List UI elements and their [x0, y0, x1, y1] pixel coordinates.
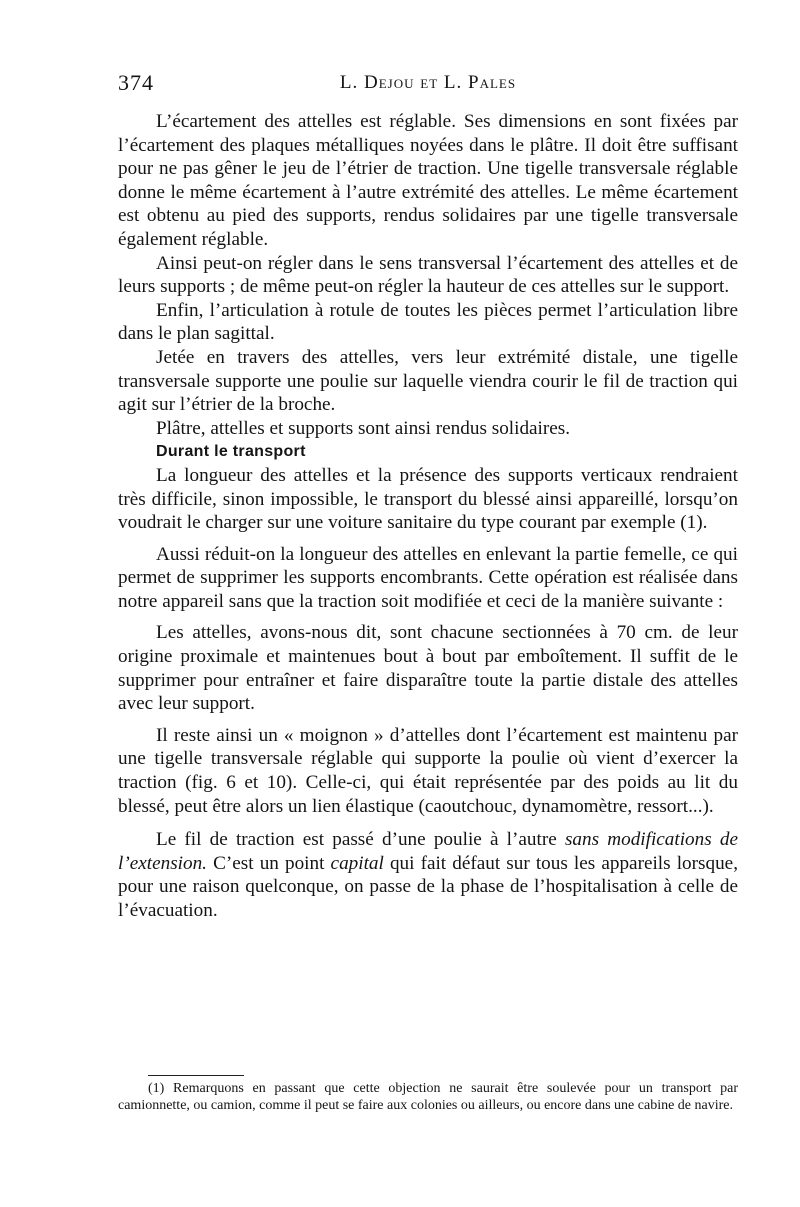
text-span: Le fil de traction est passé d’une poulie à l’autre: [156, 829, 565, 851]
paragraph: La longueur des attelles et la présence des supports verticaux rendraient très difficile, sinon impossible, le transport du blessé ainsi appareillé, lorsqu’on voudrait le charger sur une voiture sanitaire du type courant par exemple (1).: [118, 464, 738, 534]
footnote: [118, 1080, 738, 1114]
paragraph: Il reste ainsi un « moignon » d’attelles dont l’écartement est maintenu par une tigelle transversale réglable qui supporte la poulie où vient d’exercer la traction (fig. 6 et 10). Celle-ci, qui était représentée par des poids au lit du blessé, peut être alors un lien élastique (caoutchouc, dynamomètre, ressort...).: [118, 724, 738, 817]
main-text: [118, 110, 738, 923]
page-header: [118, 70, 738, 102]
italic-span: sans modifications de l’extension.: [118, 829, 738, 874]
text-span: qui fait défaut sur tous les appareils lorsque, pour une raison quelconque, on passe de la phase de l’hospitalisation à celle de l’évacuation.: [118, 852, 738, 921]
paragraph: Enfin, l’articulation à rotule de toutes les pièces permet l’articulation libre dans le plan sagittal.: [118, 299, 738, 345]
paragraph-last: [118, 828, 738, 922]
footnote-rule: [148, 1075, 244, 1076]
text-span: C’est un point: [206, 852, 331, 874]
paragraph: Aussi réduit-on la longueur des attelles en enlevant la partie femelle, ce qui permet de supprimer les supports encombrants. Cette opération est réalisée dans notre appareil sans que la traction soit modifiée et ceci de la manière suivante :: [118, 543, 738, 612]
footnote-text: (1) Remarquons en passant que cette objection ne saurait être soulevée pour un transport par camionnette, ou camion, comme il peut se faire aux colonies ou ailleurs, ou encore dans une cabine de navire.: [118, 1081, 738, 1113]
paragraph: Ainsi peut-on régler dans le sens transversal l’écartement des attelles et de leurs supports ; de même peut-on régler la hauteur de ces attelles sur le support.: [118, 252, 738, 298]
paragraph: L’écartement des attelles est réglable. Ses dimensions en sont fixées par l’écartement des plaques métalliques noyées dans le plâtre. Il doit être suffisant pour ne pas gêner le jeu de l’étrier de traction. Une tigelle transversale réglable donne le même écartement à l’autre extrémité des attelles. Le même écartement est obtenu au pied des supports, rendus solidaires par une tigelle transversale également réglable.: [118, 111, 738, 250]
running-head: L. Dejou et L. Pales: [339, 72, 517, 93]
paragraph: Plâtre, attelles et supports sont ainsi rendus solidaires.: [156, 417, 571, 439]
paragraph: Jetée en travers des attelles, vers leur extrémité distale, une tigelle transversale supporte une poulie sur laquelle viendra courir le fil de traction qui agit sur l’étrier de la broche.: [118, 346, 738, 416]
page-number: 374: [118, 70, 154, 95]
paragraph: Les attelles, avons-nous dit, sont chacune sectionnées à 70 cm. de leur origine proximale et maintenues bout à bout par emboîtement. Il suffit de le supprimer pour entraîner et faire disparaître toute la partie distale des attelles avec leur support.: [118, 622, 738, 715]
section-heading: Durant le transport: [156, 443, 306, 461]
italic-span: capital: [330, 852, 384, 874]
